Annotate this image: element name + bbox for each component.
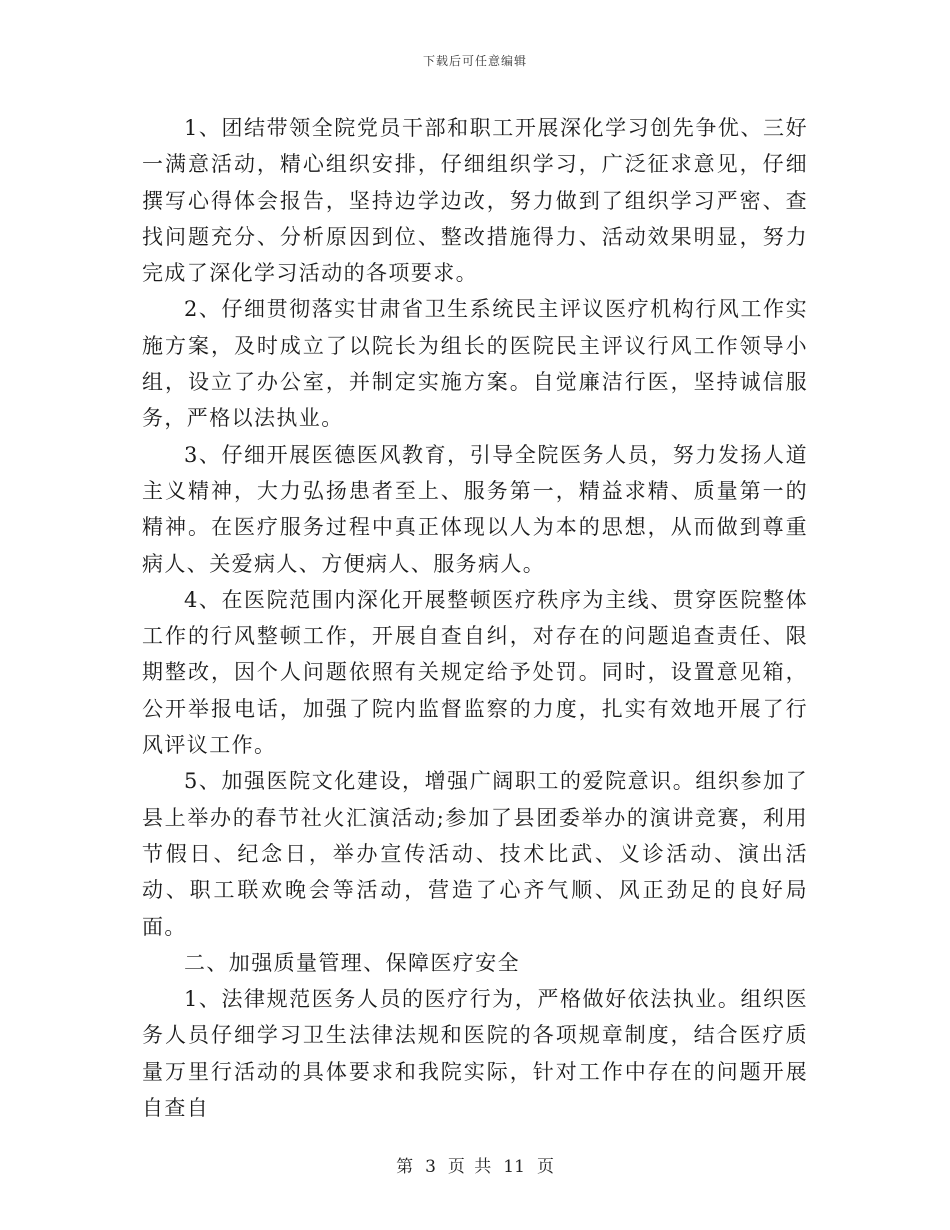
paragraph-3: 3、仔细开展医德医风教育，引导全院医务人员，努力发扬人道主义精神，大力弘扬患者至上、服务第一，精益求精、质量第一的精神。在医疗服务过程中真正体现以人为本的思想，从而做到尊重病人、关爱病人、方便病人、服务病人。 (142, 442, 808, 576)
paragraph-2: 2、仔细贯彻落实甘肃省卫生系统民主评议医疗机构行风工作实施方案，及时成立了以院长为组长的医院民主评议行风工作领导小组，设立了办公室，并制定实施方案。自觉廉洁行医，坚持诚信服务，严格以法执业。 (142, 297, 808, 431)
page-footer (0, 1152, 950, 1177)
document-body (142, 110, 808, 1126)
paragraph-1: 1、团结带领全院党员干部和职工开展深化学习创先争优、三好一满意活动，精心组织安排，仔细组织学习，广泛征求意见，仔细撰写心得体会报告，坚持边学边改，努力做到了组织学习严密、查找问题充分、分析原因到位、整改措施得力、活动效果明显，努力完成了深化学习活动的各项要求。 (142, 116, 808, 286)
footer-page-prefix: 第 (396, 1157, 414, 1177)
footer-page-suffix: 页 (536, 1157, 554, 1177)
footer-page-middle: 页 共 (447, 1157, 492, 1177)
page-header-note: 下载后可任意编辑 (422, 54, 527, 68)
paragraph-4: 4、在医院范围内深化开展整顿医疗秩序为主线、贯穿医院整体工作的行风整顿工作，开展自查自纠，对存在的问题追查责任、限期整改，因个人问题依照有关规定给予处罚。同时，设置意见箱，公开举报电话，加强了院内监督监察的力度，扎实有效地开展了行风评议工作。 (142, 587, 808, 758)
section-heading: 二、加强质量管理、保障医疗安全 (184, 950, 520, 975)
paragraph-5: 5、加强医院文化建设，增强广阔职工的爱院意识。组织参加了县上举办的春节社火汇演活动;参加了县团委举办的演讲竞赛，利用节假日、纪念日，举办宣传活动、技术比武、义诊活动、演出活动、职工联欢晚会等活动，营造了心齐气顺、风正劲足的良好局面。 (142, 769, 808, 939)
footer-page-total: 11 (503, 1157, 525, 1177)
footer-page-number: 3 (425, 1157, 436, 1177)
paragraph-6: 1、法律规范医务人员的医疗行为，严格做好依法执业。组织医务人员仔细学习卫生法律法规和医院的各项规章制度，结合医疗质量万里行活动的具体要求和我院实际，针对工作中存在的问题开展自查自 (142, 987, 808, 1121)
